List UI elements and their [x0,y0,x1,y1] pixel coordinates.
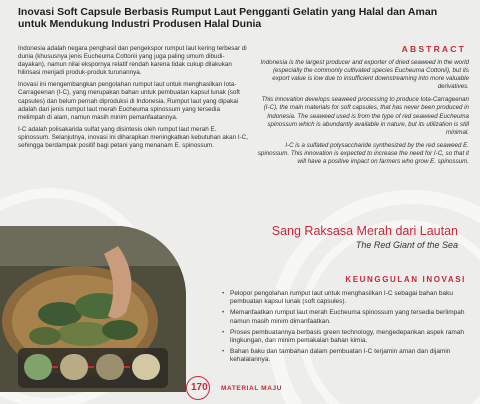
advantage-item: • Pelopor pengolahan rumput laut untuk menghasilkan I-C sebagai bahan baku pembuatan kapsul lunak (soft capsules). [222,290,472,306]
intro-paragraph: Indonesia adalah negara penghasil dan pengekspor rumput laut kering terbesar di dunia (khususnya jenis Eucheuma Cottonii yang juga paling umum dibudi-dayakan), namun nilai ekspornya relatif rendah karena tidak cukup dilakukan hilirisasi menjadi produk-produk turunannya. [18,45,247,77]
intro-text [18,45,248,154]
advantages-list [222,290,472,368]
advantage-item: • Memanfaatkan rumput laut merah Eucheuma spinossum yang tersedia berlimpah namun masih minim dimanfaatkan. [222,309,472,325]
footer-label: MATERIAL MAJU [221,385,283,392]
seaweed-photo [0,226,186,392]
intro-paragraph: I-C adalah polisakarida sulfat yang disintesis oleh rumput laut merah E. spinossum. Selanjutnya, inovasi ini diharapkan meningkatkan kebutuhan akan I-C, sehingga berdampak positif bagi petani yang menanam E. spinossum. [18,125,248,150]
page-number: 170 [191,382,208,393]
page-title: Inovasi Soft Capsule Berbasis Rumput Laut Pengganti Gelatin yang Halal dan Aman untuk Mendukung Industri Produsen Halal Dunia [18,6,438,30]
advantages-heading: KEUNGGULAN INOVASI [345,275,466,284]
abstract-paragraph: I-C is a sulfated polysaccharide synthesized by the red seaweed E. spinossum. This innovation is expected to increase the need for I-C, so that it will have a positive impact on farmers who grow E. spinossum. [257,141,469,166]
subheadline: The Red Giant of the Sea [355,240,458,250]
abstract-paragraph: Indonesia is the largest producer and exporter of dried seaweed in the world (especially the commonly cultivated species Eucheuma Cottonii), but its export value is low due to insufficient downstreaming into more valuable derivatives. [260,59,469,91]
seaweed-harvest-image [0,226,186,392]
abstract-paragraph: This innovation develops seaweed processing to produce Iota-Carrageenan (I-C), the main materials for soft capsules, that has never been produced in Indonesia. The seaweed used is from the type of red seaweed Eucheuma spinossum which is abundantly available in nature, but its utilization is still minimal. [261,96,469,136]
headline: Sang Raksasa Merah dari Lautan [271,224,458,238]
abstract-heading: ABSTRACT [401,44,466,54]
abstract-text [257,59,469,171]
intro-paragraph: Inovasi ini mengembangkan pengolahan rumput laut untuk menghasilkan Iota-Carrageenan (I-C), yang merupakan bahan untuk pembuatan kapsul lunak (soft capsules) dan belum pernah diproduksi di Indonesia. Rumput laut yang dipakai adalah dari jenis rumput laut merah Eucheuma spinossum yang tersedia melimpah di alam, namun masih minim pemanfaatannya. [18,81,240,121]
advantage-item: • Bahan baku dan tambahan dalam pembuatan I-C terjamin aman dan dijamin kehalalannya. [222,348,472,364]
advantage-item: • Proses pembuatannya berbasis green technology, mengedepankan aspek ramah lingkungan, dan minim pemakaian bahan kimia. [222,329,472,345]
